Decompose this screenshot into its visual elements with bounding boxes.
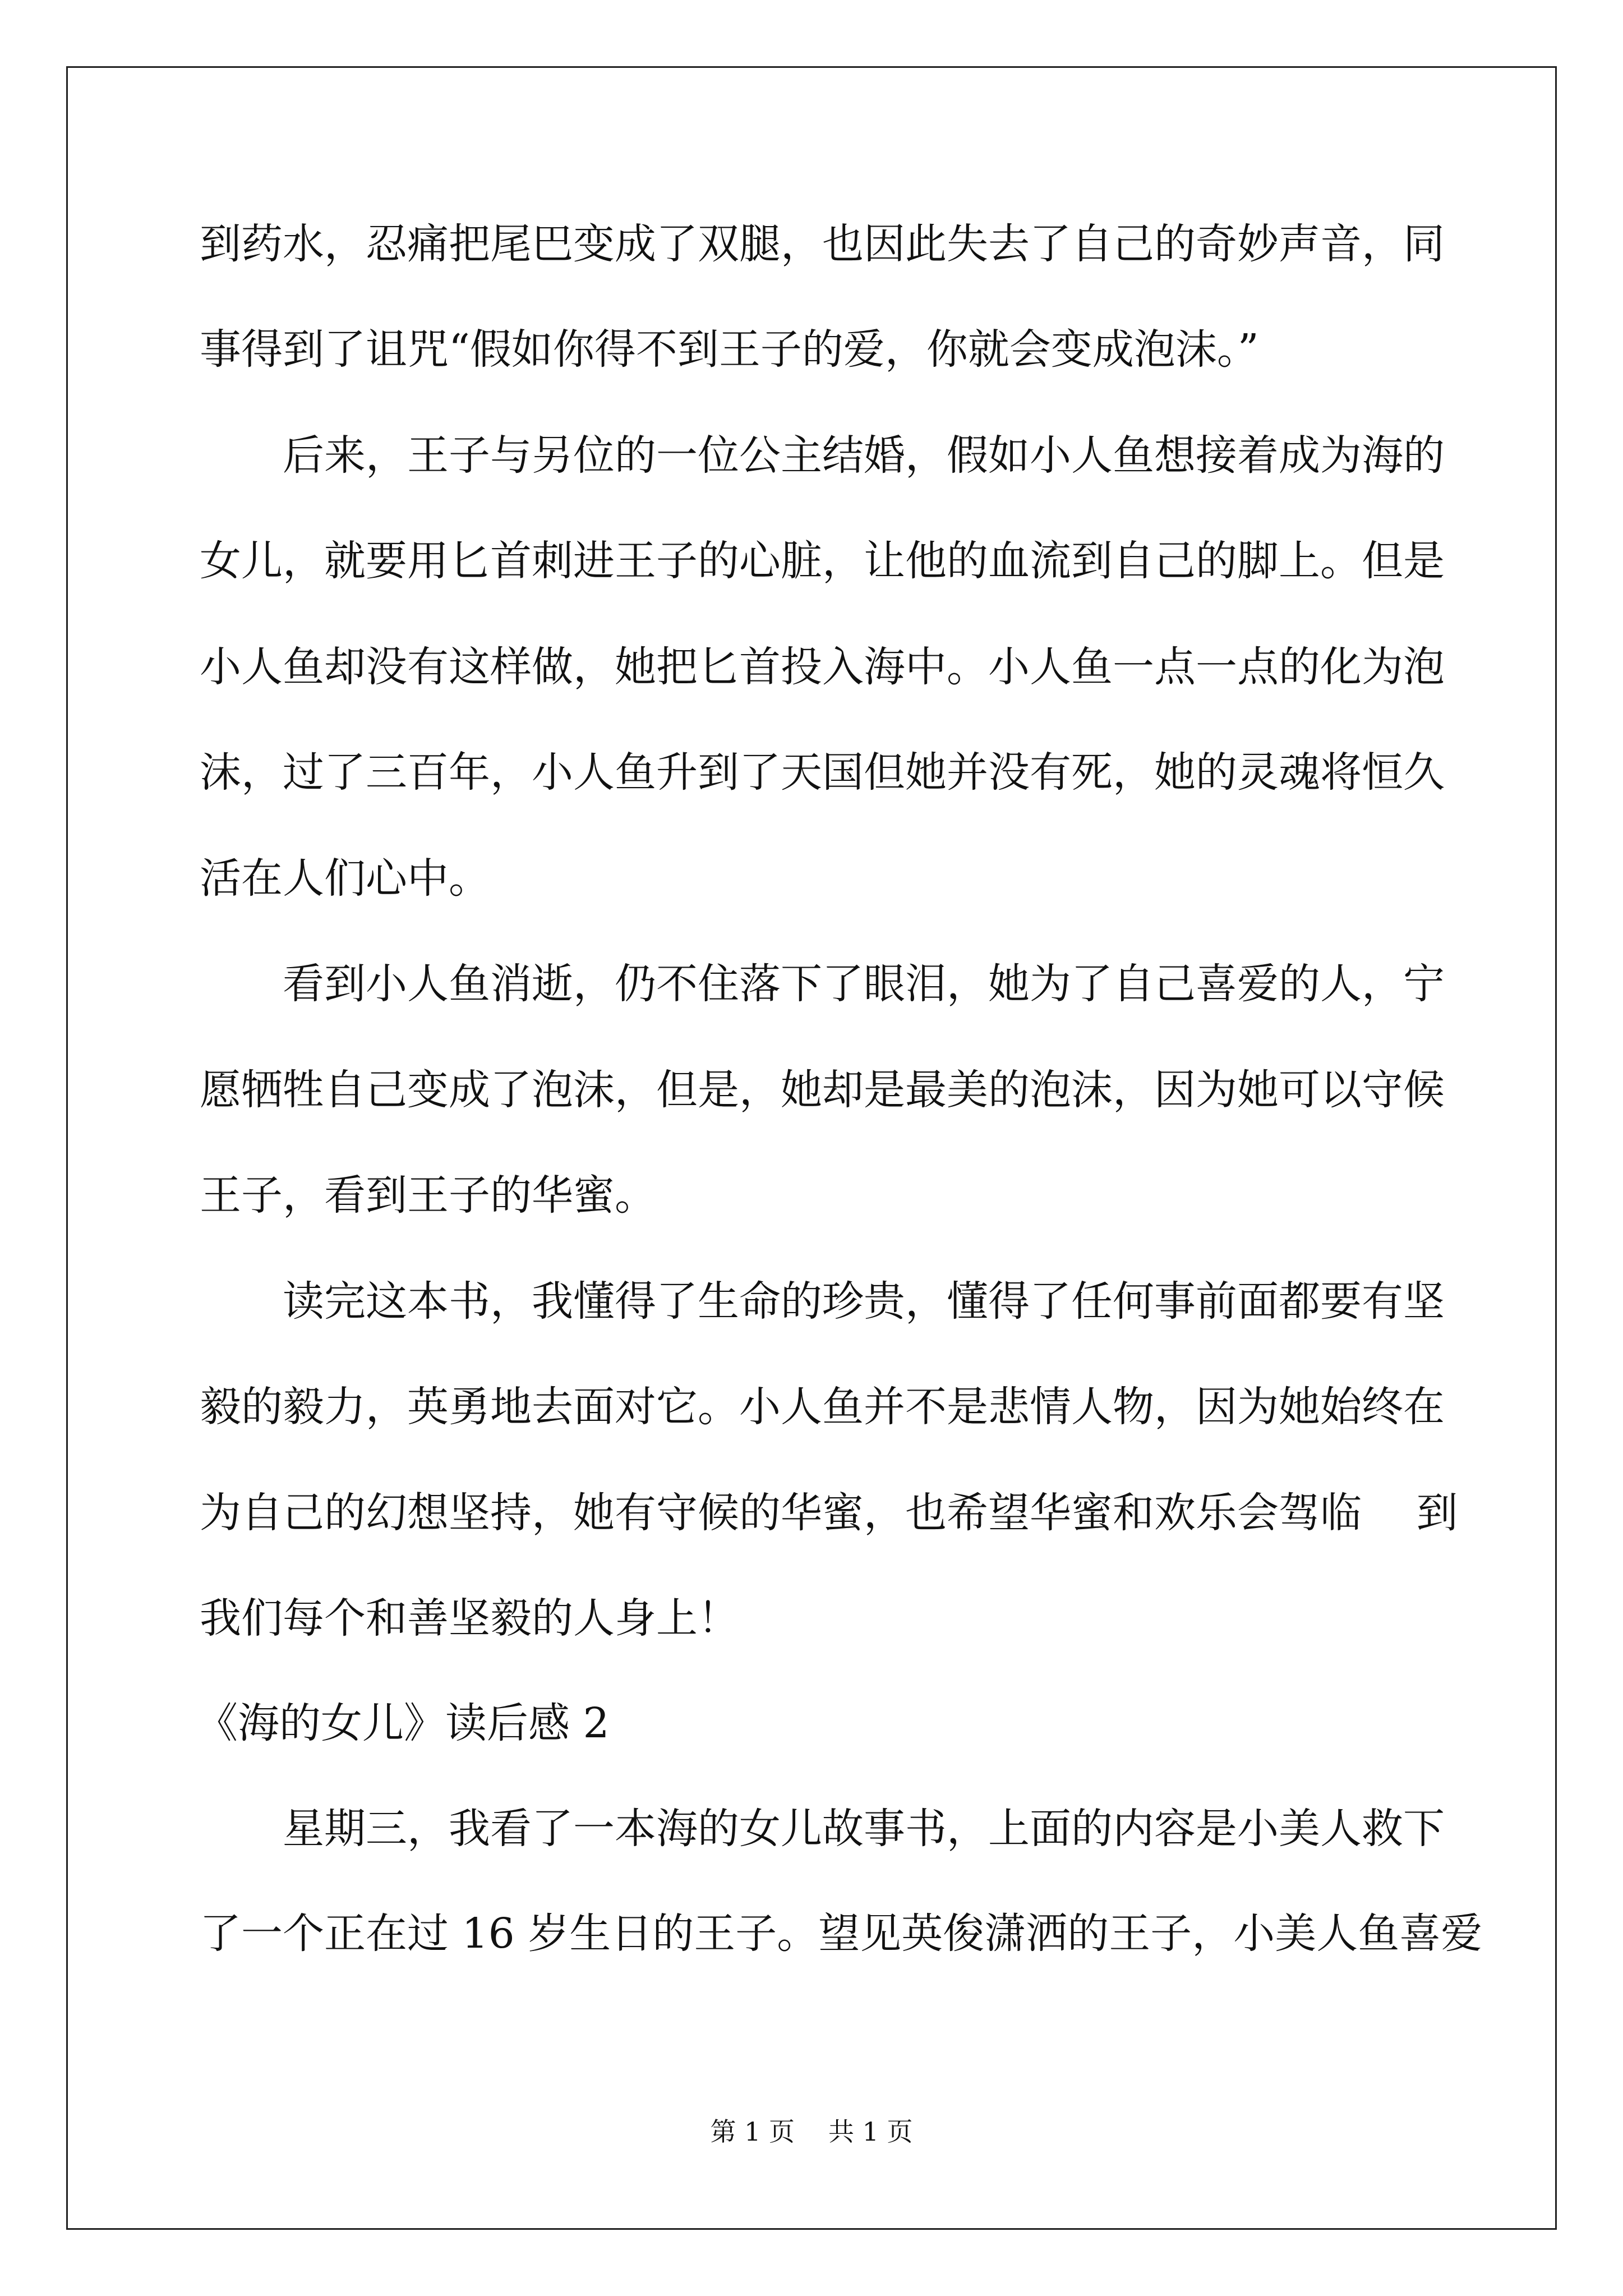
- text-line: 沫，过了三百年，小人鱼升到了天国但她并没有死，她的灵魂将恒久: [200, 748, 1445, 797]
- text-line: 我们每个和善坚毅的人身上！: [200, 1594, 739, 1642]
- page-footer: [0, 2115, 1623, 2148]
- paragraph-first-line: 后来，王子与另位的一位公主结婚，假如小人鱼想接着成为海的: [283, 431, 1445, 480]
- text-line: 毅的毅力，英勇地去面对它。小人鱼并不是悲情人物，因为她始终在: [200, 1383, 1445, 1431]
- text-line: 小人鱼却没有这样做，她把匕首投入海中。小人鱼一点一点的化为泡: [200, 643, 1445, 691]
- paragraph-first-line: 看到小人鱼消逝，仍不住落下了眼泪，她为了自己喜爱的人，宁: [283, 960, 1445, 1008]
- page-number-current: 第 1 页: [710, 2116, 795, 2147]
- text-line: 女儿，就要用匕首刺进王子的心脏，让他的血流到自己的脚上。但是: [200, 537, 1445, 585]
- page-number-total: 共 1 页: [828, 2116, 913, 2147]
- paragraph-first-line: 星期三，我看了一本海的女儿故事书，上面的内容是小美人救下: [283, 1805, 1445, 1853]
- section-heading: 《海的女儿》读后感 2: [196, 1699, 610, 1747]
- text-line: 愿牺牲自己变成了泡沫，但是，她却是最美的泡沫，因为她可以守候: [200, 1066, 1445, 1114]
- text-line: 活在人们心中。: [200, 854, 490, 903]
- text-line: 为自己的幻想坚持，她有守候的华蜜，也希望华蜜和欢乐会驾临 到: [200, 1489, 1458, 1537]
- text-line: 王子，看到王子的华蜜。: [200, 1171, 656, 1220]
- text-line: 到药水，忍痛把尾巴变成了双腿，也因此失去了自己的奇妙声音，同: [200, 220, 1445, 268]
- paragraph-first-line: 读完这本书，我懂得了生命的珍贵，懂得了任何事前面都要有坚: [283, 1277, 1445, 1326]
- text-line: 事得到了诅咒“假如你得不到王子的爱，你就会变成泡沫。”: [200, 325, 1259, 374]
- text-line: 了一个正在过 16 岁生日的王子。望见英俊潇洒的王子，小美人鱼喜爱: [200, 1910, 1483, 1958]
